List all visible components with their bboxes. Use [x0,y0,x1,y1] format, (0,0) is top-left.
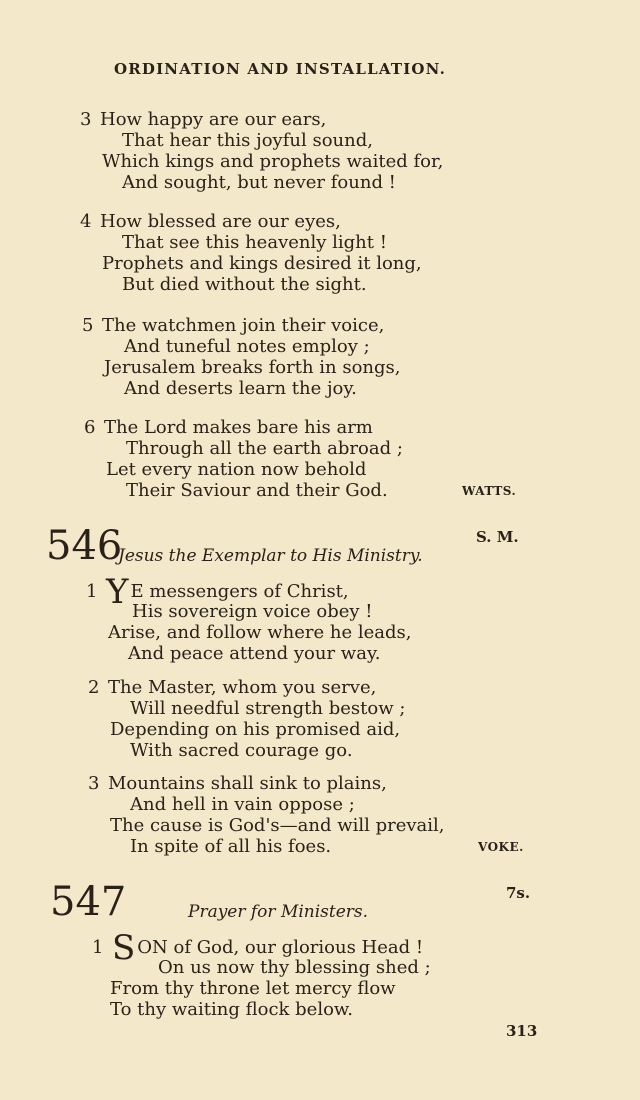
verse-line: With sacred courage go. [130,740,353,761]
verse-line: From thy throne let mercy flow [110,978,396,999]
verse-line: Depending on his promised aid, [110,719,401,740]
hymn-number: 546 [46,523,123,569]
verse-line: And sought, but never found ! [122,172,396,193]
verse-line: To thy waiting flock below. [110,999,353,1020]
verse-line: 5 The watchmen join their voice, [82,315,385,336]
drop-cap: S [112,928,136,968]
verse-number: 5 [82,315,94,336]
verse-number: 3 [88,773,100,794]
verse-number: 2 [88,677,100,698]
verse-line: Prophets and kings desired it long, [102,253,422,274]
verse-line: Arise, and follow where he leads, [108,622,412,643]
verse-line: And hell in vain oppose ; [130,794,355,815]
verse-line: 6 The Lord makes bare his arm [84,417,373,438]
verse-line: Let every nation now behold [106,459,367,480]
verse-number: 4 [80,211,92,232]
verse-line: But died without the sight. [122,274,367,295]
verse-line: 3 Mountains shall sink to plains, [88,773,387,794]
verse-line: 4 How blessed are our eyes, [80,211,341,232]
verse-line: And peace attend your way. [128,643,381,664]
verse-line: Which kings and prophets waited for, [102,151,444,172]
verse-line: Their Saviour and their God. [126,480,388,501]
verse-number: 1 [86,581,98,602]
verse-line: 3 How happy are our ears, [80,109,327,130]
drop-cap: Y [106,572,129,612]
hymn-title: Jesus the Exemplar to His Ministry. [118,546,423,566]
verse-line: 1 S ON of God, our glorious Head ! [92,928,424,968]
hymn-number: 547 [50,879,127,925]
verse-line: 1 Y E messengers of Christ, [86,572,349,612]
verse-line: And tuneful notes employ ; [124,336,370,357]
verse-line: Jerusalem breaks forth in songs, [104,357,401,378]
verse-number: 1 [92,937,104,958]
verse-line: On us now thy blessing shed ; [158,957,431,978]
verse-line: Will needful strength bestow ; [130,698,406,719]
verse-line: And deserts learn the joy. [124,378,357,399]
verse-line: Through all the earth abroad ; [126,438,403,459]
verse-line: That see this heavenly light ! [122,232,387,253]
hymn-meter: 7s. [506,884,531,902]
hymn-author: VOKE. [478,840,524,854]
hymn-meter: S. M. [476,528,519,546]
verse-line: That hear this joyful sound, [122,130,373,151]
hymn-title: Prayer for Ministers. [188,902,369,922]
verse-number: 6 [84,417,96,438]
verse-number: 3 [80,109,92,130]
page-header: ORDINATION AND INSTALLATION. [113,60,447,78]
verse-line: In spite of all his foes. [130,836,332,857]
verse-line: 2 The Master, whom you serve, [88,677,377,698]
page-number: 313 [506,1022,538,1040]
hymn-author: WATTS. [462,484,517,498]
verse-line: The cause is God's—and will prevail, [110,815,445,836]
verse-line: His sovereign voice obey ! [132,601,373,622]
